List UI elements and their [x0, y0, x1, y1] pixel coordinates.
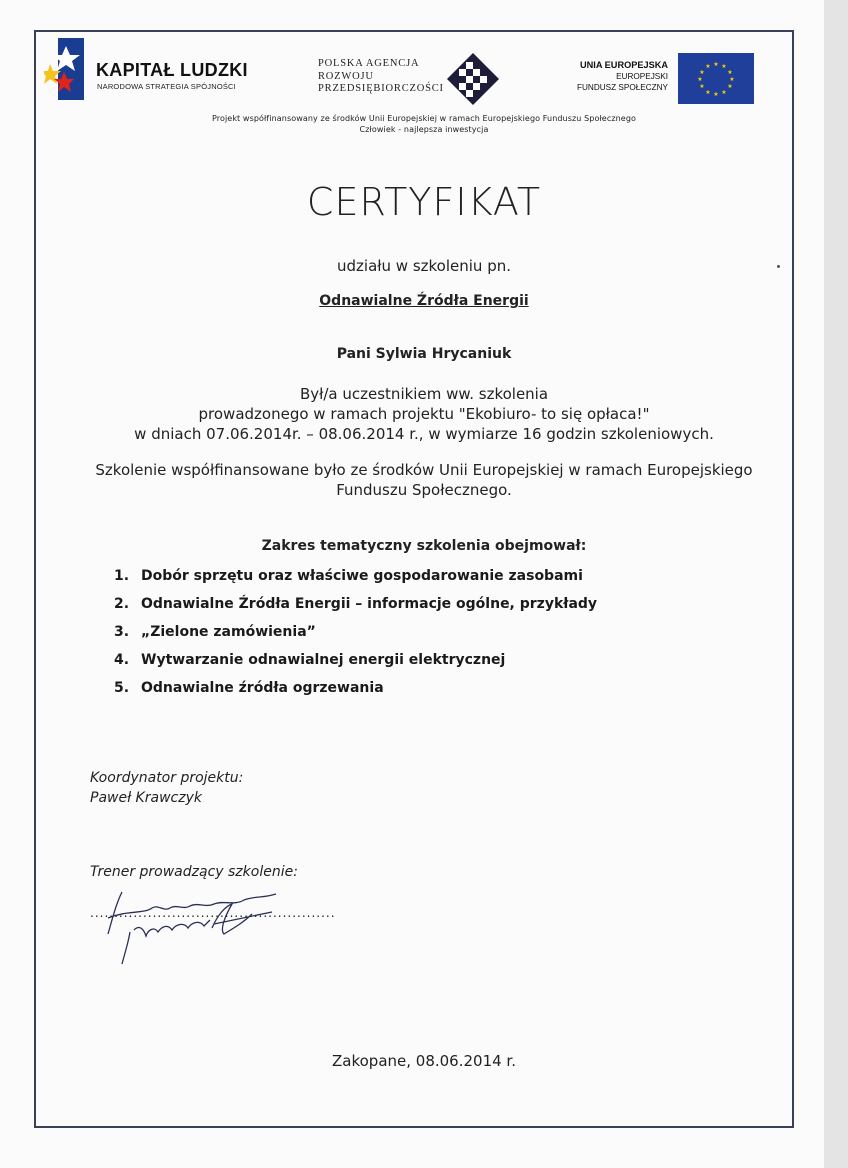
eu-union-label: UNIA EUROPEJSKA: [580, 60, 668, 70]
signature-image: [94, 884, 294, 970]
parp-line: PRZEDSIĘBIORCZOŚCI: [318, 83, 444, 94]
funding-line: Funduszu Społecznego.: [336, 481, 512, 499]
svg-text:★: ★: [713, 91, 719, 98]
certificate-title: CERTYFIKAT: [306, 180, 542, 224]
participant-name: Pani Sylwia Hrycaniuk: [336, 346, 512, 362]
kapital-ludzki-subtitle: NARODOWA STRATEGIA SPÓJNOŚCI: [97, 82, 236, 91]
scope-title: Zakres tematyczny szkolenia obejmował:: [261, 538, 587, 554]
list-item-text: „Zielone zamówienia”: [141, 624, 316, 640]
eu-fund-line: EUROPEJSKI: [616, 72, 668, 81]
svg-text:★: ★: [721, 89, 727, 96]
svg-text:★: ★: [721, 63, 727, 70]
parp-line: ROZWOJU: [318, 70, 374, 82]
kapital-ludzki-title: KAPITAŁ LUDZKI: [96, 60, 248, 80]
eu-fund-name: [540, 60, 668, 93]
list-item-text: Wytwarzanie odnawialnej energii elektrycznej: [141, 652, 506, 668]
svg-text:★: ★: [699, 83, 705, 90]
cofunding-note: Projekt współfinansowany ze środków Unii Europejskiej w ramach Europejskiego Funduszu Społecznego: [211, 114, 636, 123]
list-item: [114, 652, 597, 680]
svg-text:★: ★: [727, 83, 733, 90]
svg-text:★: ★: [699, 69, 705, 76]
list-item-number: 3.: [114, 624, 130, 640]
list-item-text: Dobór sprzętu oraz właściwe gospodarowanie zasobami: [141, 568, 583, 584]
parp-line: POLSKA AGENCJA: [318, 58, 420, 69]
list-item-text: Odnawialne źródła ogrzewania: [141, 680, 384, 696]
participation-line: prowadzonego w ramach projektu "Ekobiuro- to się opłaca!": [198, 405, 650, 423]
list-item: [114, 596, 597, 624]
svg-text:★: ★: [729, 76, 735, 83]
list-item-number: 2.: [114, 596, 130, 612]
eu-flag: [678, 53, 754, 104]
svg-text:★: ★: [705, 89, 711, 96]
participation-line: Był/a uczestnikiem ww. szkolenia: [299, 385, 549, 403]
cofunding-slogan: Człowiek - najlepsza inwestycja: [359, 125, 489, 134]
course-name: Odnawialne Źródła Energii: [319, 293, 529, 309]
list-item-number: 5.: [114, 680, 130, 696]
svg-text:★: ★: [705, 63, 711, 70]
list-item-text: Odnawialne Źródła Energii – informacje ogólne, przykłady: [141, 596, 598, 612]
list-item: [114, 680, 597, 708]
topic-list: [114, 568, 597, 708]
funding-line: Szkolenie współfinansowane było ze środków Unii Europejskiej w ramach Europejskiego: [95, 461, 753, 479]
certificate-intro: udziału w szkoleniu pn.: [337, 257, 511, 275]
scan-speck: [777, 265, 780, 268]
list-item: [114, 624, 597, 652]
parp-name: [318, 58, 444, 96]
coordinator-name: Paweł Krawczyk: [90, 790, 202, 806]
signature-line: ...................................................: [90, 906, 336, 920]
svg-text:★: ★: [713, 61, 719, 68]
trainer-label: Trener prowadzący szkolenie:: [90, 864, 298, 880]
svg-text:★: ★: [697, 76, 703, 83]
list-item-number: 4.: [114, 652, 130, 668]
scan-margin: [824, 0, 848, 1168]
list-item-number: 1.: [114, 568, 130, 584]
parp-logo: [446, 52, 500, 106]
coordinator-label: Koordynator projektu:: [90, 770, 244, 786]
participation-line: w dniach 07.06.2014r. – 08.06.2014 r., w wymiarze 16 godzin szkoleniowych.: [134, 425, 714, 443]
place-and-date: Zakopane, 08.06.2014 r.: [332, 1052, 516, 1070]
list-item: [114, 568, 597, 596]
kapital-ludzki-logo: [44, 38, 84, 102]
svg-text:★: ★: [727, 69, 733, 76]
eu-fund-line: FUNDUSZ SPOŁECZNY: [577, 83, 668, 92]
